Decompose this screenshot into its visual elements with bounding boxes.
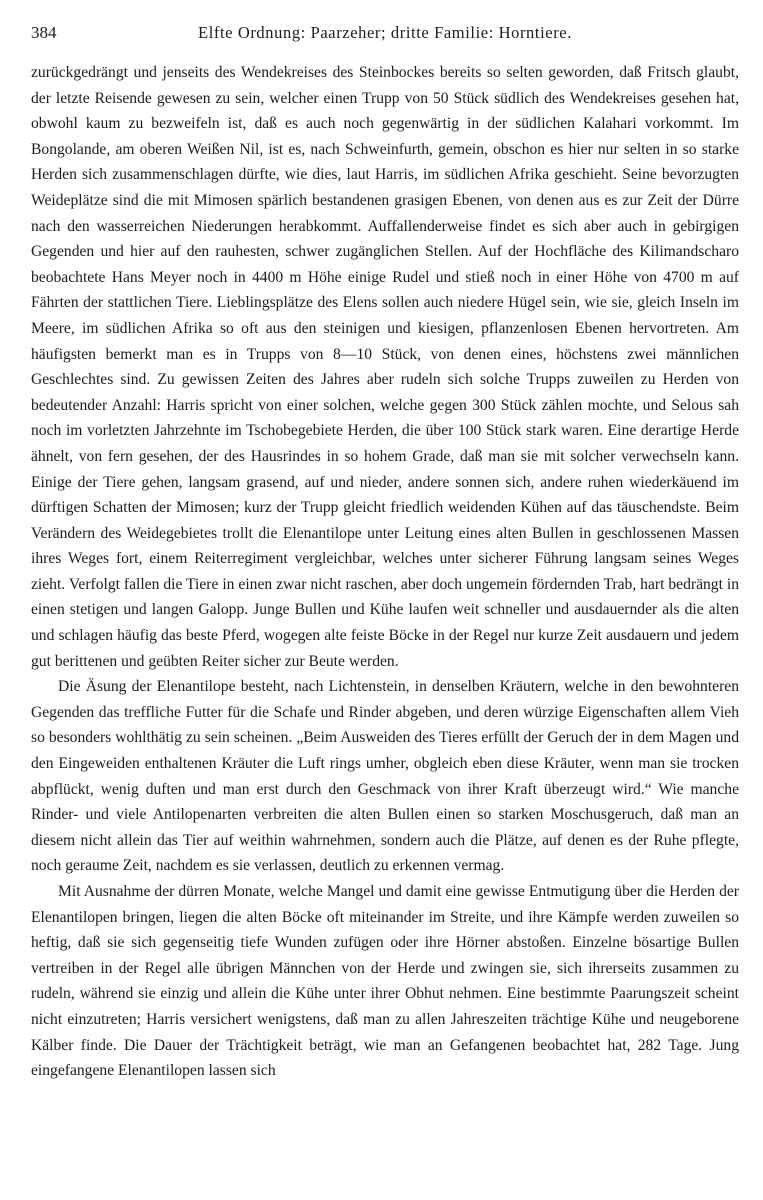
body-text bbox=[31, 60, 739, 1084]
paragraph-kaempfe: Mit Ausnahme der dürren Monate, welche Mangel und damit eine gewisse Entmutigung über die Herden der Elenantilopen bringen, liegen die alten Böcke oft miteinander im Streite, und ihre Kämpfe werden zuweilen so heftig, daß sie sich gegenseitig tiefe Wunden zufügen oder ihre Hörner abstoßen. Einzelne bösartige Bullen vertreiben in der Regel alle übrigen Männchen von der Herde und zwingen sie, sich ihrerseits zusammen zu rudeln, während sie einzig und allein die Kühe unter ihrer Obhut nehmen. Eine bestimmte Paarungszeit scheint nicht einzutreten; Harris versichert wenigstens, daß man zu allen Jahreszeiten trächtige Kühe und neugeborene Kälber finde. Die Dauer der Trächtigkeit beträgt, wie man an Gefangenen beobachtet hat, 282 Tage. Jung eingefangene Elenantilopen lassen sich bbox=[31, 883, 739, 1080]
page-number: 384 bbox=[31, 23, 57, 42]
book-page bbox=[31, 22, 739, 1192]
running-head bbox=[31, 22, 739, 48]
paragraph-continued: zurückgedrängt und jenseits des Wendekreises des Steinbockes bereits so selten geworden, daß Fritsch glaubt, der letzte Reisende gewesen zu sein, welcher einen Trupp von 50 Stück südlich des Wendekreises gesehen hat, obwohl kaum zu bezweifeln ist, daß es auch noch gegenwärtig in der südlichen Kalahari vorkommt. Im Bongolande, am oberen Weißen Nil, ist es, nach Schweinfurth, gemein, obschon es hier nur selten in so starke Herden sich zusammenschlagen dürfte, wie dies, laut Harris, im südlichen Afrika geschieht. Seine bevorzugten Weideplätze sind die mit Mimosen spärlich bestandenen grasigen Ebenen, von denen aus es zur Zeit der Dürre nach den wasserreichen Niederungen herabkommt. Auffallenderweise findet es sich aber auch in gebirgigen Gegenden und hier auf den rauhesten, schwer zugänglichen Stellen. Auf der Hochfläche des Kilimandscharo beobachtete Hans Meyer noch in 4400 m Höhe einige Rudel und stieß noch in einer Höhe von 4700 m auf Fährten der stattlichen Tiere. Lieblingsplätze des Elens sollen auch niedere Hügel sein, wie sie, gleich Inseln im Meere, im südlichen Afrika so oft aus den steinigen und kiesigen, pflanzenlosen Ebenen hervortreten. Am häufigsten bemerkt man es in Trupps von 8—10 Stück, von denen eines, höchstens zwei männlichen Geschlechtes sind. Zu gewissen Zeiten des Jahres aber rudeln sich solche Trupps zuweilen zu Herden von bedeutender Anzahl: Harris spricht von einer solchen, welche gegen 300 Stück zählen mochte, und Selous sah noch im vorletzten Jahrzehnte im Tschobegebiete Herden, die über 100 Stück stark waren. Eine derartige Herde ähnelt, von fern gesehen, der des Hausrindes in so hohem Grade, daß man sie mit solcher verwechseln kann. Einige der Tiere gehen, langsam grasend, auf und nieder, andere sonnen sich, andere ruhen wiederkäuend im dürftigen Schatten der Mimosen; kurz der Trupp gleicht friedlich weidenden Kühen auf das täuschendste. Beim Verändern des Weidegebietes trollt die Elenantilope unter Leitung eines alten Bullen in geschlossenen Massen ihres Weges fort, einem Reiterregiment vergleichbar, welches unter sicherer Führung langsam seines Weges zieht. Verfolgt fallen die Tiere in einen zwar nicht raschen, aber doch ungemein fördernden Trab, hart bedrängt in einen stetigen und langen Galopp. Junge Bullen und Kühe laufen weit schneller und ausdauernder als die alten und schlagen häufig das beste Pferd, wogegen alte feiste Böcke in der Regel nur kurze Zeit ausdauern und jedem gut berittenen und geübten Reiter sicher zur Beute werden. bbox=[31, 64, 739, 670]
running-title: Elfte Ordnung: Paarzeher; dritte Familie: Horntiere. bbox=[198, 23, 572, 42]
paragraph-aesung: Die Äsung der Elenantilope besteht, nach Lichtenstein, in denselben Kräutern, welche in den bewohnteren Gegenden das treffliche Futter für die Schafe und Rinder abgeben, und deren würzige Eigenschaften allem Vieh so besonders wohlthätig zu sein scheinen. „Beim Ausweiden des Tieres erfüllt der Geruch der in dem Magen und den Eingeweiden enthaltenen Kräuter die Luft rings umher, obgleich eben diese Kräuter, wenn man sie trocken abpflückt, wenig duften und man erst durch den Geschmack von ihrer Kraft überzeugt wird.“ Wie manche Rinder- und viele Antilopenarten verbreiten die alten Bullen einen so starken Moschusgeruch, daß man an diesem nicht allein das Tier auf weithin wahrnehmen, sondern auch die Plätze, auf denen es der Ruhe pflegte, noch geraume Zeit, nachdem es sie verlassen, deutlich zu erkennen vermag. bbox=[31, 678, 739, 875]
